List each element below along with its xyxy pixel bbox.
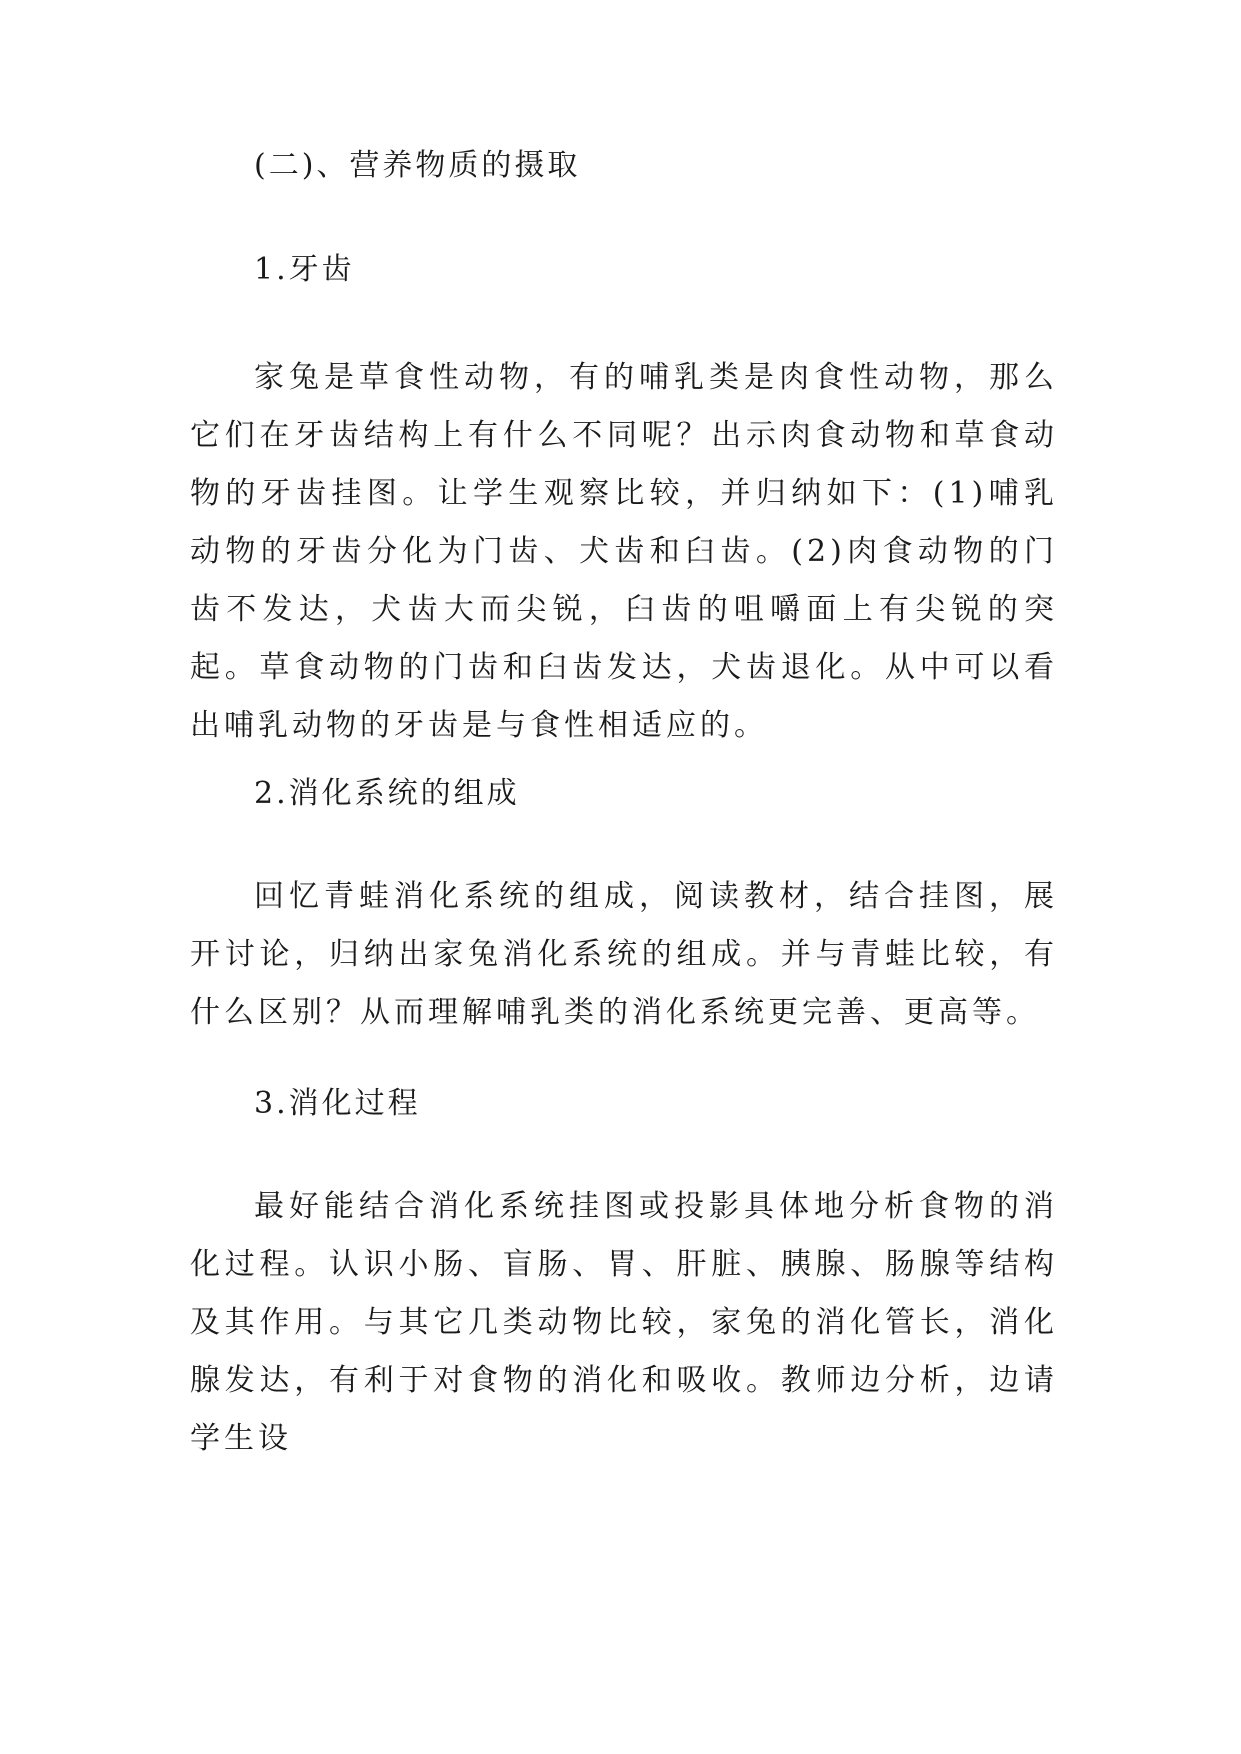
paragraph-digestive-system: 回忆青蛙消化系统的组成，阅读教材，结合挂图，展开讨论，归纳出家兔消化系统的组成。并与青蛙比较，有什么区别？从而理解哺乳类的消化系统更完善、更高等。	[190, 879, 1058, 1030]
section-title: (二)、营养物质的摄取	[254, 148, 581, 183]
heading-teeth: 1.牙齿	[254, 252, 355, 287]
paragraph-teeth: 家兔是草食性动物，有的哺乳类是肉食性动物，那么它们在牙齿结构上有什么不同呢？出示肉食动物和草食动物的牙齿挂图。让学生观察比较，并归纳如下：(1)哺乳动物的牙齿分化为门齿、犬齿和臼齿。(2)肉食动物的门齿不发达，犬齿大而尖锐，臼齿的咀嚼面上有尖锐的突起。草食动物的门齿和臼齿发达，犬齿退化。从中可以看出哺乳动物的牙齿是与食性相适应的。	[190, 360, 1058, 743]
heading-digestion-process: 3.消化过程	[254, 1086, 421, 1121]
heading-digestive-system: 2.消化系统的组成	[254, 776, 520, 811]
paragraph-digestion-process: 最好能结合消化系统挂图或投影具体地分析食物的消化过程。认识小肠、盲肠、胃、肝脏、胰腺、肠腺等结构及其作用。与其它几类动物比较，家兔的消化管长，消化腺发达，有利于对食物的消化和吸收。教师边分析，边请学生设	[190, 1189, 1058, 1456]
